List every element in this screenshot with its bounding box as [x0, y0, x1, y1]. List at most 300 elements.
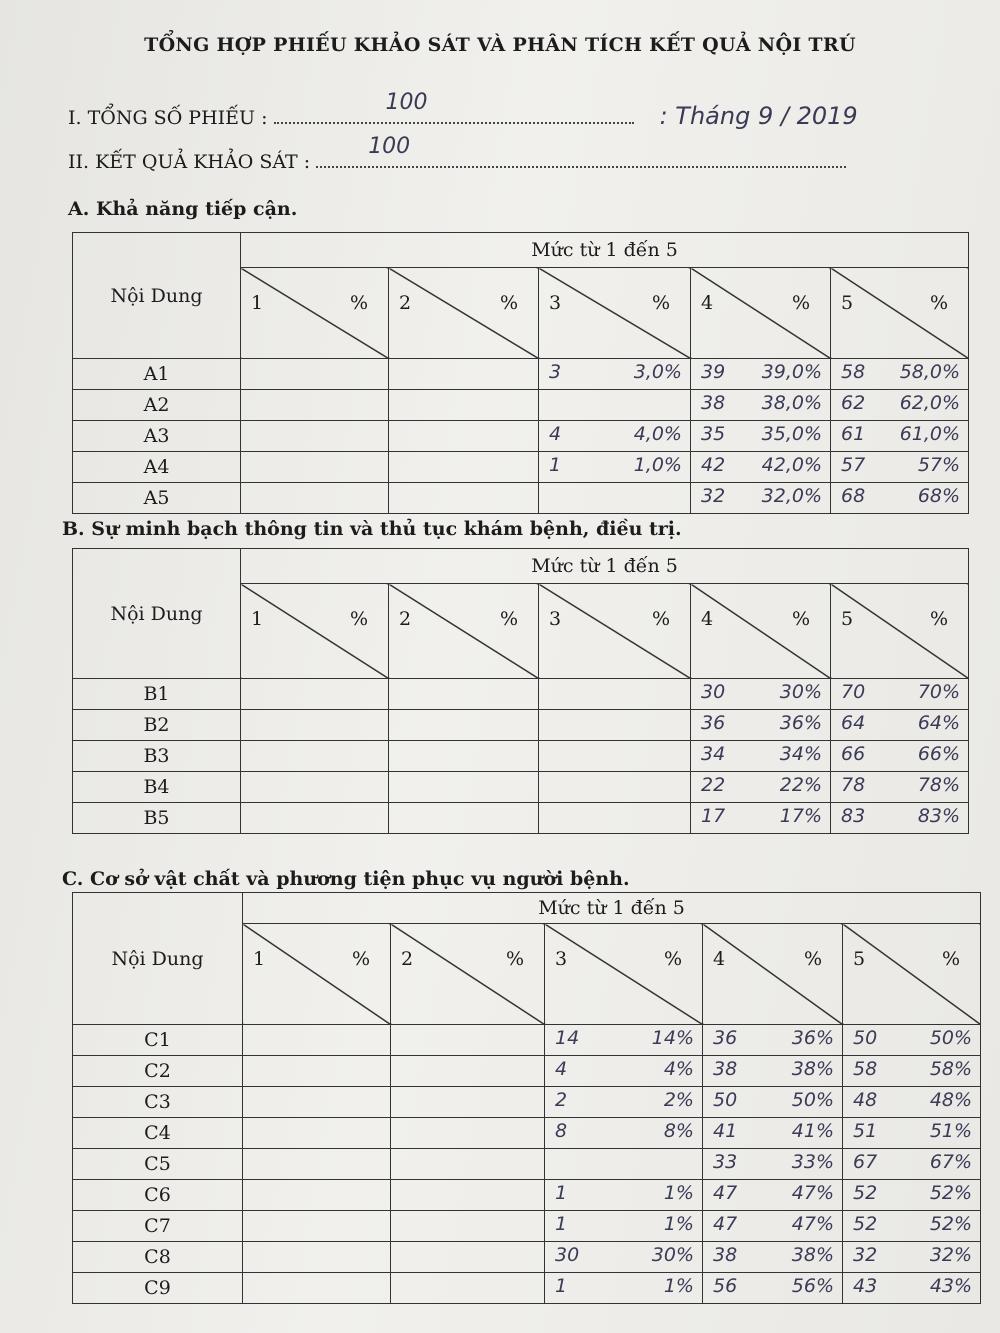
level-header: Mức từ 1 đến 5 — [241, 549, 969, 584]
percent-value: 42,0% — [761, 454, 822, 476]
level-1-cell — [243, 1273, 391, 1304]
level-4-cell — [703, 1211, 843, 1242]
level-2-cell — [391, 1180, 545, 1211]
count-value: 70 — [841, 681, 866, 703]
percent-value: 43% — [929, 1275, 973, 1297]
level-3-cell — [545, 1025, 703, 1056]
level-number: 2 — [399, 608, 412, 630]
level-5-cell — [843, 1056, 981, 1087]
percent-value: 1% — [663, 1213, 694, 1235]
percent-value: 38% — [791, 1244, 834, 1266]
level-5-cell — [831, 359, 969, 390]
percent-symbol: % — [349, 292, 368, 314]
table-row — [73, 803, 969, 834]
count-value: 8 — [555, 1120, 568, 1142]
percent-value: 1% — [663, 1275, 694, 1297]
level-2-cell — [391, 1149, 545, 1180]
level-3-cell — [545, 1180, 703, 1211]
level-4-cell — [691, 772, 831, 803]
percent-value: 66% — [917, 743, 961, 765]
level-2-cell — [391, 1087, 545, 1118]
level-1-header — [243, 924, 391, 1025]
count-value: 1 — [555, 1275, 568, 1297]
table-row — [73, 1025, 981, 1056]
level-2-cell — [389, 452, 539, 483]
count-value: 52 — [853, 1213, 878, 1235]
count-value: 30 — [701, 681, 726, 703]
percent-symbol: % — [499, 292, 518, 314]
count-value: 61 — [841, 423, 866, 445]
percent-value: 64% — [917, 712, 961, 734]
percent-value: 33% — [791, 1151, 834, 1173]
level-1-cell — [243, 1118, 391, 1149]
level-1-cell — [243, 1056, 391, 1087]
percent-value: 2% — [663, 1089, 694, 1111]
count-value: 38 — [713, 1244, 738, 1266]
row-label: B1 — [73, 679, 241, 710]
level-3-cell — [539, 803, 691, 834]
count-value: 3 — [549, 361, 562, 383]
percent-value: 14% — [651, 1027, 694, 1049]
count-value: 57 — [841, 454, 866, 476]
percent-symbol: % — [930, 608, 949, 630]
level-number: 4 — [713, 948, 726, 970]
total-dots — [274, 90, 634, 124]
level-4-header — [691, 584, 831, 679]
count-value: 62 — [841, 392, 866, 414]
level-2-cell — [389, 359, 539, 390]
row-label: A1 — [73, 359, 241, 390]
table-row — [73, 1087, 981, 1118]
table-row — [73, 679, 969, 710]
count-value: 36 — [713, 1027, 738, 1049]
level-3-cell — [539, 710, 691, 741]
percent-symbol: % — [505, 948, 524, 970]
level-3-cell — [539, 772, 691, 803]
content-header: Nội Dung — [73, 893, 243, 1025]
level-2-cell — [389, 710, 539, 741]
row-label: A5 — [73, 483, 241, 514]
percent-value: 67% — [929, 1151, 973, 1173]
count-value: 33 — [713, 1151, 738, 1173]
level-3-cell — [539, 483, 691, 514]
level-3-header — [539, 268, 691, 359]
percent-symbol: % — [651, 292, 670, 314]
row-label: A3 — [73, 421, 241, 452]
level-3-cell — [539, 452, 691, 483]
level-4-cell — [703, 1087, 843, 1118]
table-row — [73, 390, 969, 421]
level-number: 5 — [853, 948, 866, 970]
count-value: 32 — [701, 485, 726, 507]
total-label: I. TỔNG SỐ PHIẾU : — [68, 107, 268, 129]
count-value: 64 — [841, 712, 866, 734]
table-row — [73, 1273, 981, 1304]
level-header: Mức từ 1 đến 5 — [241, 233, 969, 268]
level-5-cell — [843, 1180, 981, 1211]
percent-value: 57% — [917, 454, 961, 476]
table-row — [73, 483, 969, 514]
level-2-cell — [389, 390, 539, 421]
level-2-cell — [391, 1025, 545, 1056]
level-5-cell — [831, 421, 969, 452]
level-5-cell — [831, 390, 969, 421]
level-2-cell — [389, 772, 539, 803]
level-1-cell — [241, 483, 389, 514]
level-2-header — [391, 924, 545, 1025]
month-value: : Tháng 9 / 2019 — [659, 102, 858, 130]
level-3-header — [539, 584, 691, 679]
level-4-cell — [691, 483, 831, 514]
percent-value: 83% — [917, 805, 961, 827]
row-label: C7 — [73, 1211, 243, 1242]
total-value: 100 — [385, 90, 428, 115]
count-value: 4 — [555, 1058, 568, 1080]
level-5-header — [831, 584, 969, 679]
level-5-header — [831, 268, 969, 359]
level-5-header — [843, 924, 981, 1025]
level-3-cell — [539, 390, 691, 421]
level-5-cell — [843, 1118, 981, 1149]
count-value: 50 — [713, 1089, 738, 1111]
count-value: 83 — [841, 805, 866, 827]
section-a-table — [72, 232, 969, 514]
row-label: C8 — [73, 1242, 243, 1273]
level-2-header — [389, 584, 539, 679]
level-1-cell — [243, 1087, 391, 1118]
percent-symbol: % — [663, 948, 682, 970]
percent-value: 38% — [791, 1058, 834, 1080]
section-a-heading: A. Khả năng tiếp cận. — [68, 198, 298, 220]
level-5-cell — [843, 1025, 981, 1056]
count-value: 68 — [841, 485, 866, 507]
row-label: A2 — [73, 390, 241, 421]
level-1-header — [241, 268, 389, 359]
level-4-cell — [703, 1118, 843, 1149]
percent-value: 58,0% — [899, 361, 961, 383]
percent-value: 32% — [929, 1244, 973, 1266]
count-value: 1 — [555, 1182, 568, 1204]
level-4-cell — [703, 1025, 843, 1056]
row-label: C9 — [73, 1273, 243, 1304]
level-3-cell — [545, 1149, 703, 1180]
percent-value: 4% — [663, 1058, 694, 1080]
percent-value: 47% — [791, 1213, 834, 1235]
percent-value: 36% — [791, 1027, 834, 1049]
count-value: 34 — [701, 743, 726, 765]
percent-value: 51% — [929, 1120, 973, 1142]
table-row — [73, 452, 969, 483]
level-2-cell — [391, 1273, 545, 1304]
percent-value: 41% — [791, 1120, 834, 1142]
level-3-cell — [539, 359, 691, 390]
percent-value: 17% — [779, 805, 822, 827]
level-2-cell — [391, 1211, 545, 1242]
count-value: 50 — [853, 1027, 878, 1049]
result-value: 100 — [368, 134, 411, 159]
count-value: 35 — [701, 423, 726, 445]
total-line — [68, 90, 858, 130]
section-c-heading: C. Cơ sở vật chất và phương tiện phục vụ người bệnh. — [62, 868, 630, 890]
row-label: C6 — [73, 1180, 243, 1211]
level-4-cell — [703, 1056, 843, 1087]
table-row — [73, 1211, 981, 1242]
page-title: TỔNG HỢP PHIẾU KHẢO SÁT VÀ PHÂN TÍCH KẾT QUẢ NỘI TRÚ — [144, 34, 856, 56]
row-label: C3 — [73, 1087, 243, 1118]
table-row — [73, 1056, 981, 1087]
level-3-cell — [545, 1242, 703, 1273]
level-number: 1 — [253, 948, 266, 970]
count-value: 67 — [853, 1151, 878, 1173]
count-value: 66 — [841, 743, 866, 765]
level-4-cell — [691, 803, 831, 834]
count-value: 4 — [549, 423, 562, 445]
level-number: 1 — [251, 292, 264, 314]
level-1-header — [241, 584, 389, 679]
percent-value: 22% — [779, 774, 822, 796]
level-number: 2 — [399, 292, 412, 314]
level-1-cell — [243, 1149, 391, 1180]
level-2-cell — [389, 803, 539, 834]
result-label: II. KẾT QUẢ KHẢO SÁT : — [68, 151, 311, 173]
table-row — [73, 359, 969, 390]
section-b-heading: B. Sự minh bạch thông tin và thủ tục khám bệnh, điều trị. — [62, 518, 682, 540]
percent-symbol: % — [651, 608, 670, 630]
count-value: 47 — [713, 1213, 738, 1235]
percent-value: 30% — [779, 681, 822, 703]
percent-symbol: % — [791, 608, 810, 630]
count-value: 51 — [853, 1120, 878, 1142]
count-value: 56 — [713, 1275, 738, 1297]
level-4-cell — [691, 452, 831, 483]
level-3-cell — [545, 1273, 703, 1304]
percent-value: 38,0% — [761, 392, 822, 414]
percent-value: 68% — [917, 485, 961, 507]
count-value: 30 — [555, 1244, 580, 1266]
level-4-cell — [703, 1273, 843, 1304]
level-number: 2 — [401, 948, 414, 970]
header-row-levels — [73, 893, 981, 924]
level-5-cell — [831, 483, 969, 514]
percent-value: 32,0% — [761, 485, 822, 507]
percent-value: 1,0% — [633, 454, 682, 476]
row-label: B2 — [73, 710, 241, 741]
percent-value: 34% — [779, 743, 822, 765]
level-4-cell — [703, 1180, 843, 1211]
result-line — [68, 134, 846, 173]
level-number: 3 — [549, 608, 562, 630]
row-label: C5 — [73, 1149, 243, 1180]
section-b-table — [72, 548, 969, 834]
percent-value: 1% — [663, 1182, 694, 1204]
level-2-cell — [389, 483, 539, 514]
row-label: B5 — [73, 803, 241, 834]
count-value: 43 — [853, 1275, 878, 1297]
percent-value: 78% — [917, 774, 961, 796]
percent-value: 35,0% — [761, 423, 822, 445]
percent-value: 48% — [929, 1089, 973, 1111]
row-label: B4 — [73, 772, 241, 803]
level-1-cell — [243, 1211, 391, 1242]
table-row — [73, 1242, 981, 1273]
level-4-header — [703, 924, 843, 1025]
row-label: C4 — [73, 1118, 243, 1149]
level-1-cell — [241, 772, 389, 803]
table-row — [73, 421, 969, 452]
count-value: 52 — [853, 1182, 878, 1204]
level-4-cell — [691, 421, 831, 452]
percent-symbol: % — [930, 292, 949, 314]
level-5-cell — [843, 1087, 981, 1118]
level-5-cell — [843, 1273, 981, 1304]
percent-value: 36% — [779, 712, 822, 734]
level-3-cell — [545, 1211, 703, 1242]
count-value: 2 — [555, 1089, 568, 1111]
count-value: 36 — [701, 712, 726, 734]
percent-symbol: % — [942, 948, 961, 970]
count-value: 17 — [701, 805, 726, 827]
level-1-cell — [241, 452, 389, 483]
level-5-cell — [831, 772, 969, 803]
level-4-cell — [691, 710, 831, 741]
percent-value: 52% — [929, 1213, 973, 1235]
row-label: B3 — [73, 741, 241, 772]
table-row — [73, 1118, 981, 1149]
percent-symbol: % — [351, 948, 370, 970]
level-1-cell — [241, 710, 389, 741]
percent-value: 50% — [791, 1089, 834, 1111]
table-row — [73, 710, 969, 741]
table-row — [73, 1180, 981, 1211]
content-header: Nội Dung — [73, 549, 241, 679]
row-label: A4 — [73, 452, 241, 483]
percent-value: 4,0% — [633, 423, 682, 445]
level-4-cell — [703, 1149, 843, 1180]
percent-value: 8% — [663, 1120, 694, 1142]
level-2-cell — [389, 421, 539, 452]
level-3-cell — [545, 1056, 703, 1087]
level-1-cell — [241, 679, 389, 710]
level-4-header — [691, 268, 831, 359]
table-row — [73, 772, 969, 803]
level-4-cell — [691, 741, 831, 772]
level-2-cell — [389, 741, 539, 772]
percent-symbol: % — [499, 608, 518, 630]
percent-value: 52% — [929, 1182, 973, 1204]
level-1-cell — [241, 359, 389, 390]
level-5-cell — [831, 679, 969, 710]
count-value: 42 — [701, 454, 726, 476]
percent-symbol: % — [803, 948, 822, 970]
count-value: 41 — [713, 1120, 738, 1142]
header-row-levels — [73, 233, 969, 268]
percent-value: 3,0% — [633, 361, 682, 383]
level-3-cell — [539, 679, 691, 710]
count-value: 39 — [701, 361, 726, 383]
count-value: 47 — [713, 1182, 738, 1204]
level-number: 3 — [555, 948, 568, 970]
count-value: 22 — [701, 774, 726, 796]
level-3-header — [545, 924, 703, 1025]
level-number: 5 — [841, 608, 854, 630]
level-number: 5 — [841, 292, 854, 314]
level-1-cell — [243, 1242, 391, 1273]
level-3-cell — [545, 1118, 703, 1149]
percent-value: 70% — [917, 681, 961, 703]
level-5-cell — [843, 1211, 981, 1242]
header-row-levels — [73, 549, 969, 584]
content-header: Nội Dung — [73, 233, 241, 359]
level-1-cell — [241, 741, 389, 772]
count-value: 32 — [853, 1244, 878, 1266]
level-1-cell — [241, 421, 389, 452]
level-3-cell — [539, 421, 691, 452]
percent-value: 56% — [791, 1275, 834, 1297]
level-1-cell — [243, 1180, 391, 1211]
level-5-cell — [831, 710, 969, 741]
level-2-cell — [391, 1056, 545, 1087]
level-5-cell — [843, 1149, 981, 1180]
table-row — [73, 1149, 981, 1180]
level-4-cell — [703, 1242, 843, 1273]
level-number: 4 — [701, 292, 714, 314]
level-5-cell — [843, 1242, 981, 1273]
result-dots — [316, 134, 846, 168]
level-3-cell — [539, 741, 691, 772]
level-1-cell — [243, 1025, 391, 1056]
level-header: Mức từ 1 đến 5 — [243, 893, 981, 924]
level-5-cell — [831, 452, 969, 483]
count-value: 1 — [549, 454, 562, 476]
level-3-cell — [545, 1087, 703, 1118]
percent-value: 47% — [791, 1182, 834, 1204]
count-value: 38 — [713, 1058, 738, 1080]
count-value: 78 — [841, 774, 866, 796]
level-4-cell — [691, 390, 831, 421]
level-number: 3 — [549, 292, 562, 314]
percent-value: 61,0% — [899, 423, 961, 445]
level-number: 1 — [251, 608, 264, 630]
count-value: 58 — [853, 1058, 878, 1080]
table-row — [73, 741, 969, 772]
row-label: C1 — [73, 1025, 243, 1056]
level-number: 4 — [701, 608, 714, 630]
percent-symbol: % — [349, 608, 368, 630]
percent-value: 58% — [929, 1058, 973, 1080]
level-5-cell — [831, 741, 969, 772]
percent-symbol: % — [791, 292, 810, 314]
level-2-cell — [389, 679, 539, 710]
level-2-header — [389, 268, 539, 359]
count-value: 48 — [853, 1089, 878, 1111]
section-c-table — [72, 892, 981, 1304]
count-value: 14 — [555, 1027, 580, 1049]
level-1-cell — [241, 803, 389, 834]
percent-value: 30% — [651, 1244, 694, 1266]
level-1-cell — [241, 390, 389, 421]
percent-value: 50% — [929, 1027, 973, 1049]
count-value: 1 — [555, 1213, 568, 1235]
percent-value: 62,0% — [899, 392, 961, 414]
level-5-cell — [831, 803, 969, 834]
row-label: C2 — [73, 1056, 243, 1087]
level-4-cell — [691, 679, 831, 710]
count-value: 58 — [841, 361, 866, 383]
level-4-cell — [691, 359, 831, 390]
count-value: 38 — [701, 392, 726, 414]
level-2-cell — [391, 1242, 545, 1273]
percent-value: 39,0% — [761, 361, 822, 383]
